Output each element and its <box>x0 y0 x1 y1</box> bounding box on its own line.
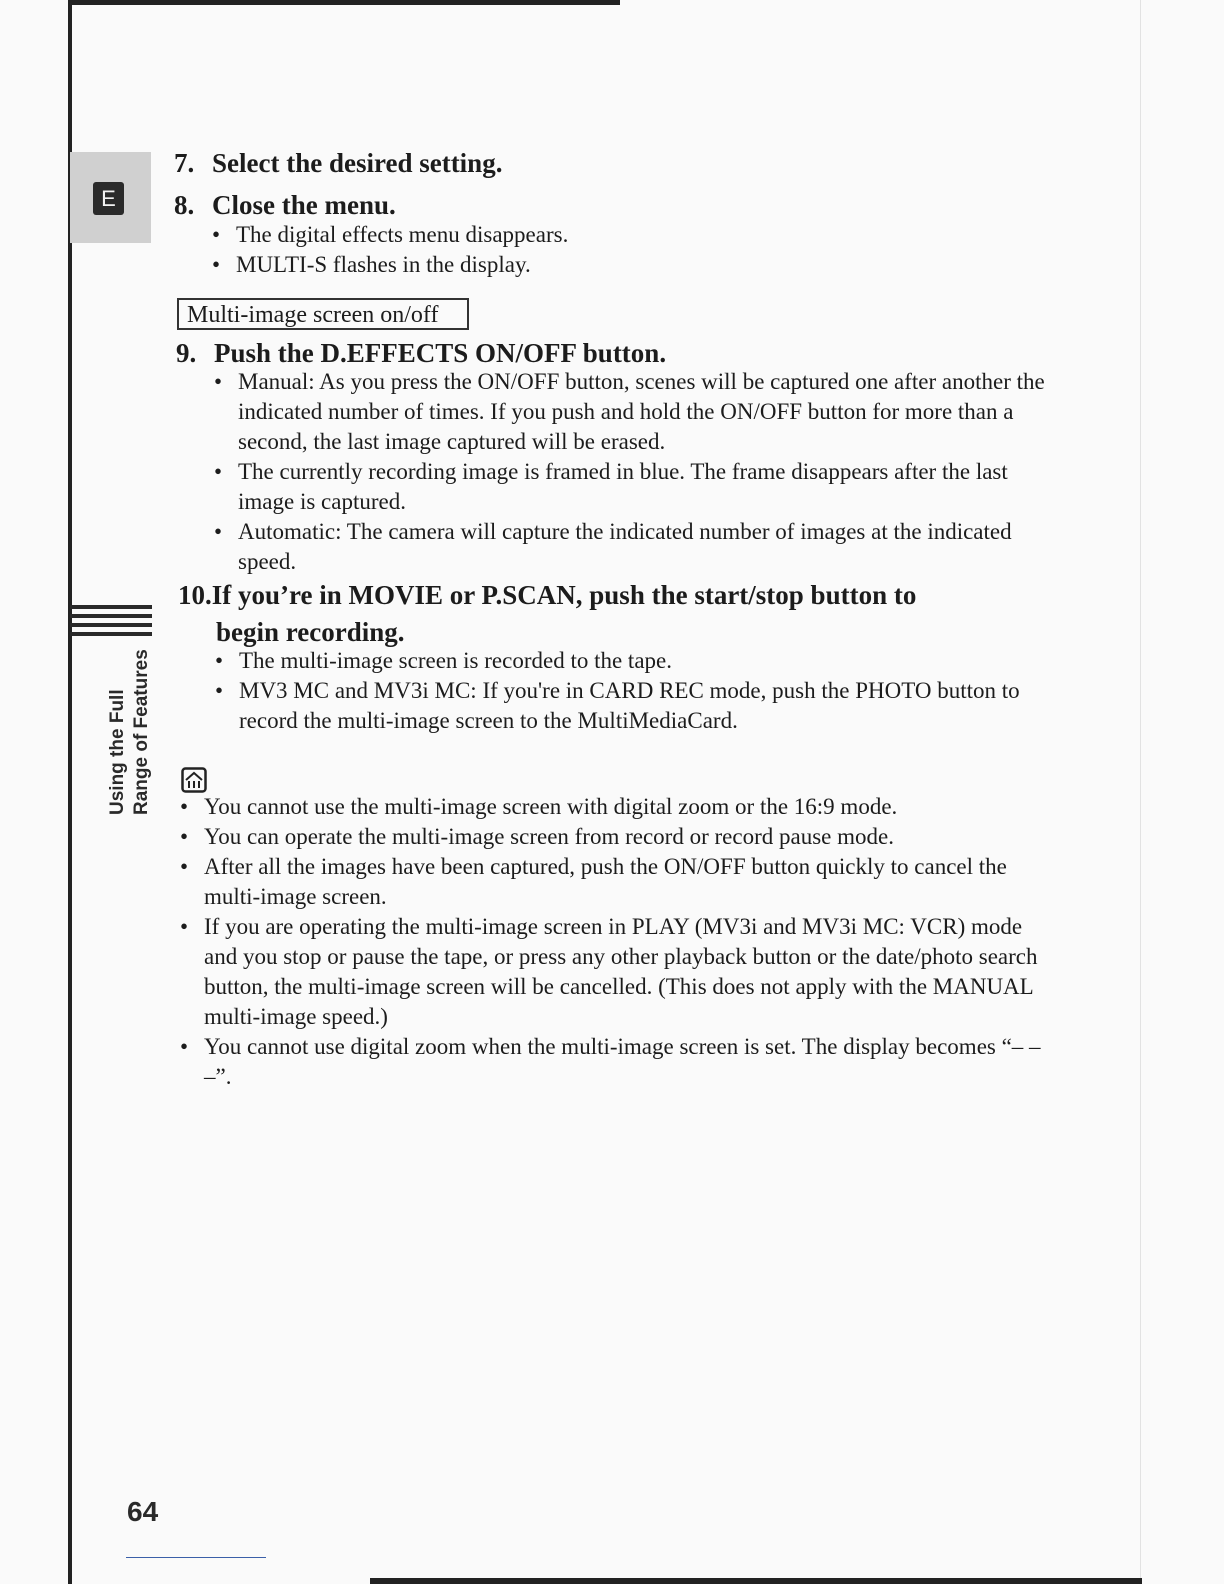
marker-bar <box>70 614 152 618</box>
bottom-link-line <box>126 1557 266 1558</box>
bottom-rule <box>370 1578 1142 1584</box>
list-item: • The currently recording image is framed in blue. The frame disappears after the last image is captured. <box>214 457 1054 517</box>
list-item: • You can operate the multi-image screen from record or record pause mode. <box>180 822 1060 852</box>
list-item: • The digital effects menu disappears. <box>212 220 1032 250</box>
step-text-line2: begin recording. <box>216 617 405 647</box>
list-item: • MULTI-S flashes in the display. <box>212 250 1032 280</box>
step-10-bullets <box>215 646 1055 736</box>
step-text: If you’re in MOVIE or P.SCAN, push the start/stop button to <box>211 580 917 610</box>
marker-bar <box>70 605 152 609</box>
marker-bar <box>70 632 152 636</box>
step-text: Select the desired setting. <box>212 148 503 178</box>
step-text-line1 <box>178 577 1018 614</box>
step-number: 8. <box>174 190 195 220</box>
list-item: • If you are operating the multi-image screen in PLAY (MV3i and MV3i MC: VCR) mode and you stop or pause the tape, or press any other playback button or the date/photo search button, the multi-image screen will be cancelled. (This does not apply with the MANUAL multi-image speed.) <box>180 912 1060 1032</box>
chapter-side-label <box>106 649 154 815</box>
step-10 <box>178 577 1018 651</box>
step-9-bullets <box>214 367 1054 577</box>
step-text: Push the D.EFFECTS ON/OFF button. <box>214 338 667 368</box>
top-rule <box>70 0 620 5</box>
section-marker-bars <box>70 605 152 641</box>
list-item: • Manual: As you press the ON/OFF button, scenes will be captured one after another the indicated number of times. If you push and hold the ON/OFF button for more than a second, the last image captured will be erased. <box>214 367 1054 457</box>
list-item: • The multi-image screen is recorded to the tape. <box>215 646 1055 676</box>
section-title-box: Multi-image screen on/off <box>177 298 469 330</box>
step-8-bullets <box>212 220 1032 280</box>
list-item: • MV3 MC and MV3i MC: If you're in CARD REC mode, push the PHOTO button to record the multi-image screen to the MultiMediaCard. <box>215 676 1055 736</box>
memo-note-icon <box>181 767 207 793</box>
step-text: Close the menu. <box>212 190 396 220</box>
list-item: • You cannot use digital zoom when the multi-image screen is set. The display becomes “– – –”. <box>180 1032 1060 1092</box>
chapter-label-line1: Using the Full <box>107 689 128 815</box>
list-item: • You cannot use the multi-image screen with digital zoom or the 16:9 mode. <box>180 792 1060 822</box>
list-item: • Automatic: The camera will capture the indicated number of images at the indicated speed. <box>214 517 1054 577</box>
notes-list <box>180 792 1060 1092</box>
right-edge <box>1140 0 1141 1584</box>
language-badge: E <box>93 182 124 215</box>
marker-bar <box>70 623 152 627</box>
chapter-label-line2: Range of Features <box>131 649 152 815</box>
step-number: 7. <box>174 148 195 178</box>
step-number: 10. <box>178 580 212 610</box>
list-item: • After all the images have been captured, push the ON/OFF button quickly to cancel the multi-image screen. <box>180 852 1060 912</box>
step-number: 9. <box>176 338 197 368</box>
page-number: 64 <box>127 1496 159 1527</box>
